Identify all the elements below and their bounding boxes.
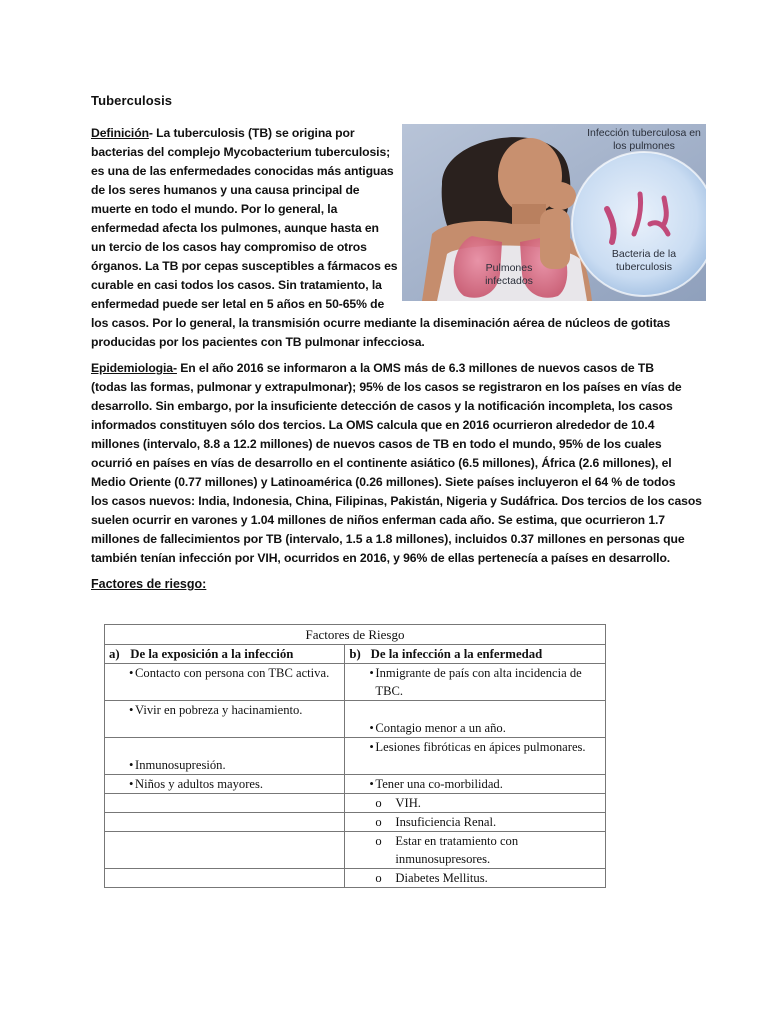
column-a-header: a) De la exposición a la infección — [105, 645, 345, 664]
caption-pulmones: Pulmones infectados — [485, 262, 533, 287]
epidemiology-line: Epidemiologia- En el año 2016 se informaron a la OMS más de 6.3 millones de nuevos casos de TB — [91, 361, 654, 375]
table-row — [105, 775, 606, 794]
table-cell: • Niños y adultos mayores. — [105, 775, 345, 794]
epidemiology-line: ocurrió en países en vías de desarrollo en el continente asiático (6.5 millones), África (2.6 millones), el — [91, 456, 672, 470]
table-cell: • Contagio menor a un año. — [345, 701, 606, 738]
epidemiology-line: desarrollo. Sin embargo, por la insuficiente detección de casos y la notificación incompleta, los casos — [91, 399, 673, 413]
epidemiology-line: millones (intervalo, 8.8 a 12.2 millones) de nuevos casos de TB en todo el mundo, 95% de los cuales — [91, 437, 662, 451]
definition-line: producidas por los pacientes con TB pulmonar infecciosa. — [91, 335, 425, 349]
definition-line: enfermedad afecta los pulmones, aunque hasta en — [91, 221, 379, 235]
table-cell: o Estar en tratamiento con inmunosupresores. — [345, 832, 606, 869]
table-cell — [105, 813, 345, 832]
caption-bacteria: Bacteria de la tuberculosis — [611, 248, 677, 273]
epidemiology-line: suelen ocurrir en varones y 1.04 millones de niños enferman cada año. Se estima, que ocurrieron 1.7 — [91, 513, 665, 527]
document-title: Tuberculosis — [91, 93, 173, 108]
epidemiology-line: (todas las formas, pulmonar y extrapulmonar); 95% de los casos se registraron en los países en vías de — [91, 380, 682, 394]
definition-line: Definición- La tuberculosis (TB) se origina por — [91, 126, 355, 140]
table-caption-row — [105, 625, 606, 645]
table-cell: • Vivir en pobreza y hacinamiento. — [105, 701, 345, 738]
table-row — [105, 738, 606, 775]
table-row — [105, 869, 606, 888]
table-cell: • Inmunosupresión. — [105, 738, 345, 775]
column-b-header: b) De la infección a la enfermedad — [345, 645, 606, 664]
definition-label: Definición — [91, 126, 149, 140]
table-row — [105, 701, 606, 738]
table-cell — [105, 832, 345, 869]
definition-line: es una de las enfermedades conocidas más antiguas — [91, 164, 394, 178]
table-row — [105, 832, 606, 869]
epidemiology-line: los casos nuevos: India, Indonesia, China, Filipinas, Pakistán, Nigeria y Sudáfrica. Dos tercios de los casos — [91, 494, 702, 508]
definition-line: bacterias del complejo Mycobacterium tuberculosis; — [91, 145, 391, 159]
epidemiology-label: Epidemiologia- — [91, 361, 177, 375]
epidemiology-line: millones de fallecimientos por TB (intervalo, 1.5 a 1.8 millones), incluidos 0.37 millones en personas que — [91, 532, 685, 546]
epidemiology-line: informados constituyen sólo dos tercios. La OMS calcula que en 2016 ocurrieron alrededor de 10.4 — [91, 418, 655, 432]
definition-line: enfermedad puede ser letal en 5 años en 50-65% de — [91, 297, 385, 311]
tuberculosis-illustration — [402, 124, 706, 301]
table-cell: • Tener una co-morbilidad. — [345, 775, 606, 794]
definition-line: los casos. Por lo general, la transmisión ocurre mediante la diseminación aérea de núcleos de gotitas — [91, 316, 671, 330]
definition-line: órganos. La TB por cepas susceptibles a fármacos es — [91, 259, 398, 273]
table-row — [105, 813, 606, 832]
table-cell: o Diabetes Mellitus. — [345, 869, 606, 888]
definition-line: muerte en todo el mundo. Por lo general, la — [91, 202, 338, 216]
definition-line: curable en casi todos los casos. Sin tratamiento, la — [91, 278, 382, 292]
definition-continuation — [91, 314, 691, 352]
table-cell: o Insuficiencia Renal. — [345, 813, 606, 832]
table-row — [105, 794, 606, 813]
definition-line: un tercio de los casos hay compromiso de otros — [91, 240, 367, 254]
table-cell: • Contacto con persona con TBC activa. — [105, 664, 345, 701]
epidemiology-paragraph — [91, 359, 702, 568]
epidemiology-line: Medio Oriente (0.77 millones) y Latinoamérica (0.26 millones). Siete países incluyeron el 64 % de todos — [91, 475, 676, 489]
definition-line: de los seres humanos y una causa principal de — [91, 183, 360, 197]
table-cell — [105, 869, 345, 888]
table-cell: • Lesiones fibróticas en ápices pulmonares. — [345, 738, 606, 775]
table-cell: o VIH. — [345, 794, 606, 813]
table-cell: • Inmigrante de país con alta incidencia de TBC. — [345, 664, 606, 701]
caption-infeccion: Infección tuberculosa en los pulmones — [587, 127, 701, 152]
table-caption: Factores de Riesgo — [105, 625, 606, 645]
epidemiology-line: también tenían infección por VIH, ocurridos en 2016, y 96% de ellas pertenecía a países en desarrollo. — [91, 551, 671, 565]
risk-factors-table — [104, 624, 606, 888]
factores-heading: Factores de riesgo: — [91, 577, 207, 591]
definition-paragraph — [91, 124, 398, 314]
table-row — [105, 664, 606, 701]
table-header-row — [105, 645, 606, 664]
table-cell — [105, 794, 345, 813]
